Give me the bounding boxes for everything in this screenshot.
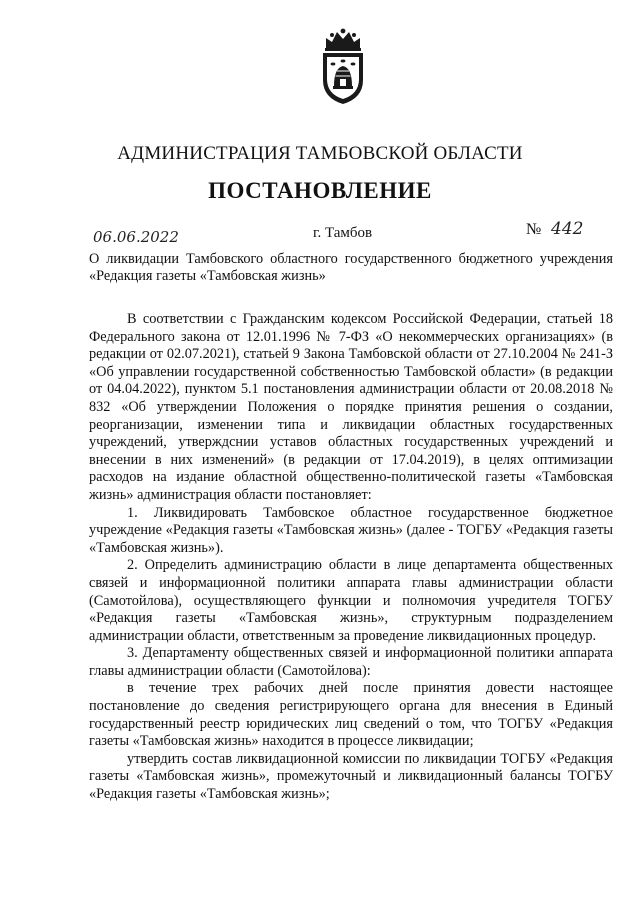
- document-date: 06.06.2022: [93, 228, 179, 246]
- clause-paragraph: 1. Ликвидировать Тамбовское областное государственное бюджетное учреждение «Редакция газеты «Тамбовская жизнь» (далее - ТОГБУ «Редакция газеты «Тамбовская жизнь»).: [89, 504, 613, 556]
- document-body: [89, 311, 613, 804]
- subclause-paragraph: в течение трех рабочих дней после принятия довести настоящее постановление до сведения регистрирующего органа для внесения в Единый государственный реестр юридических лиц сведений о том, что ТОГБУ «Редакция газеты «Тамбовская жизнь» находится в процессе ликвидации;: [89, 680, 613, 750]
- organization-title: АДМИНИСТРАЦИЯ ТАМБОВСКОЙ ОБЛАСТИ: [117, 143, 523, 164]
- number-label: №: [526, 221, 542, 238]
- document-subject: О ликвидации Тамбовского областного государственного бюджетного учреждения «Редакция газеты «Тамбовская жизнь»: [89, 251, 613, 284]
- preamble-paragraph: В соответствии с Гражданским кодексом Российской Федерации, статьей 18 Федерального закона от 12.01.1996 № 7-ФЗ «О некоммерческих организациях» (в редакции от 02.07.2021), статьей 9 Закона Тамбовской области от 27.10.2004 № 241-З «Об управлении государственной собственностью Тамбовской области» (в редакции от 04.04.2022), пунктом 5.1 постановления администрации области от 20.08.2018 № 832 «Об утверждении Положения о порядке принятия решения о создании, реорганизации, изменении типа и ликвидации областных государственных учреждений, утверждснии уставов областных государственных учреждений и внесении в них изменений» (в редакции от 17.04.2019), в целях оптимизации расходов на издание областной общественно-политической газеты «Тамбовская жизнь» администрация области постановляет:: [89, 311, 613, 503]
- document-type: ПОСТАНОВЛЕНИЕ: [208, 178, 432, 203]
- clause-paragraph: 2. Определить администрацию области в лице департамента общественных связей и информационной политики аппарата главы администрации области (Самотойлова), осуществляющего функции и полномочия учредителя ТОГБУ «Редакция газеты «Тамбовская жизнь», структурным подразделением администрации области, ответственным за проведение ликвидационных процедур.: [89, 557, 613, 644]
- subclause-paragraph: утвердить состав ликвидационной комиссии по ликвидации ТОГБУ «Редакция газеты «Тамбовская жизнь», промежуточный и ликвидационный балансы ТОГБУ «Редакция газеты «Тамбовская жизнь»;: [89, 750, 613, 803]
- coat-of-arms-icon: [318, 26, 368, 106]
- clause-paragraph: 3. Департаменту общественных связей и информационной политики аппарата главы администрации области (Самотойлова):: [89, 645, 613, 679]
- document-city: г. Тамбов: [313, 225, 373, 241]
- document-number: 442: [551, 219, 584, 239]
